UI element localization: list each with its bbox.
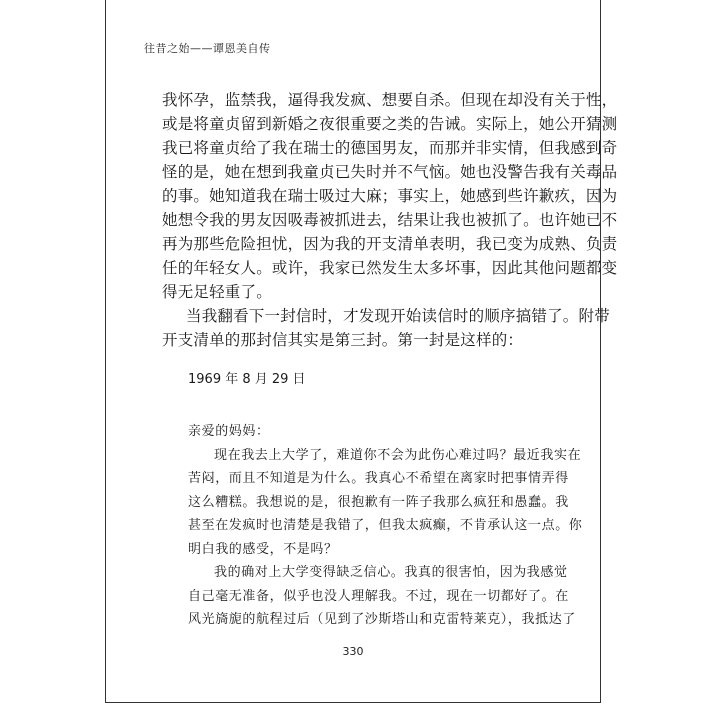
quoted-letter [188,370,583,632]
text-line: 任的年轻女人。或许，我家已然发生太多坏事，因此其他问题都变 [162,259,618,277]
letter-line: 我的确对上大学变得缺乏信心。我真的很害怕，因为我感觉 [214,565,568,580]
letter-line: 这么糟糕。我想说的是，很抱歉有一阵子我那么疯狂和愚蠢。我 [188,494,569,510]
text-line: 怪的是，她在想到我童贞已失时并不气恼。她也没警告我有关毒品 [162,163,618,181]
text-line: 开支清单的那封信其实是第三封。第一封是这样的： [162,331,524,349]
text-line: 再为那些危险担忧，因为我的开支清单表明，我已变为成熟、负责 [162,235,618,253]
letter-date: 1969 年 8 月 29 日 [188,372,306,387]
paragraph [162,304,610,352]
book-page [105,0,618,703]
page-number: 330 [342,645,364,658]
body-text [162,88,618,352]
text-line: 得无足轻重了。 [162,283,272,301]
letter-line: 明白我的感受，不是吗？ [188,541,338,557]
letter-salutation: 亲爱的妈妈： [188,424,270,439]
letter-line: 甚至在发疯时也清楚是我错了，但我太疯癫，不肯承认这一点。你 [188,518,583,533]
text-line: 当我翻看下一封信时，才发现开始读信时的顺序搞错了。附带 [186,307,610,325]
letter-paragraph [188,561,576,632]
text-line: 她想令我的男友因吸毒被抓进去，结果让我也被抓了。也许她已不 [162,211,618,229]
text-line: 我怀孕，监禁我，逼得我发疯、想要自杀。但现在却没有关于性， [162,91,618,109]
letter-line: 风光旖旎的航程过后（见到了沙斯塔山和克雷特莱克），我抵达了 [188,612,576,627]
letter-line: 苦闷，而且不知道是为什么。我真心不希望在离家时把事情弄得 [188,471,569,486]
paragraph [162,88,618,304]
running-head: 往昔之始——谭恩美自传 [144,42,271,55]
letter-line: 现在我去上大学了，难道你不会为此伤心难过吗？最近我实在 [214,447,582,463]
letter-paragraph [188,444,583,562]
text-line: 我已将童贞给了我在瑞士的德国男友，而那并非实情，但我感到奇 [162,139,618,157]
letter-line: 自己毫无准备，似乎也没人理解我。不过，现在一切都好了。在 [188,588,569,604]
text-line: 的事。她知道我在瑞士吸过大麻；事实上，她感到些许歉疚，因为 [162,187,618,205]
text-line: 或是将童贞留到新婚之夜很重要之类的告诫。实际上，她公开猜测 [162,115,618,133]
